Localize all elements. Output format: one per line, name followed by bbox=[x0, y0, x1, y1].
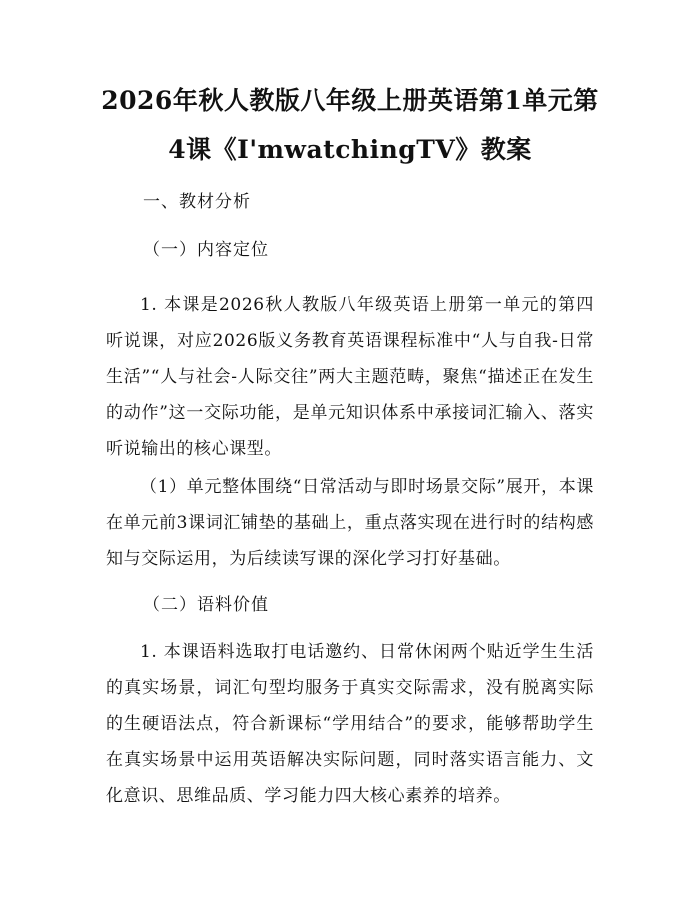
document-title-line1: 2026年秋人教版八年级上册英语第1单元第 bbox=[101, 86, 599, 115]
paragraph-unit-overview: （1）单元整体围绕“日常活动与即时场景交际”展开，本课在单元前3课词汇铺垫的基础上，重点落实现在进行时的结构感知与交际运用，为后续读写课的深化学习打好基础。 bbox=[106, 477, 594, 569]
subsection-heading-corpus-value: （二）语料价值 bbox=[143, 595, 269, 615]
paragraph-content-positioning: 1. 本课是2026秋人教版八年级英语上册第一单元的第四听说课，对应2026版义务教育英语课程标准中“人与自我-日常生活”“人与社会-人际交往”两大主题范畴，聚焦“描述正在发生的动作”这一交际功能，是单元知识体系中承接词汇输入、落实听说输出的核心课型。 bbox=[106, 295, 594, 459]
paragraph-corpus-value: 1. 本课语料选取打电话邀约、日常休闲两个贴近学生生活的真实场景，词汇句型均服务于真实交际需求，没有脱离实际的生硬语法点，符合新课标“学用结合”的要求，能够帮助学生在真实场景中运用英语解决实际问题，同时落实语言能力、文化意识、思维品质、学习能力四大核心素养的培养。 bbox=[106, 642, 594, 806]
section-heading-textbook-analysis: 一、教材分析 bbox=[143, 192, 251, 212]
subsection-heading-content-positioning: （一）内容定位 bbox=[143, 240, 269, 260]
document-title-line2: 4课《I'mwatchingTV》教案 bbox=[168, 135, 532, 164]
